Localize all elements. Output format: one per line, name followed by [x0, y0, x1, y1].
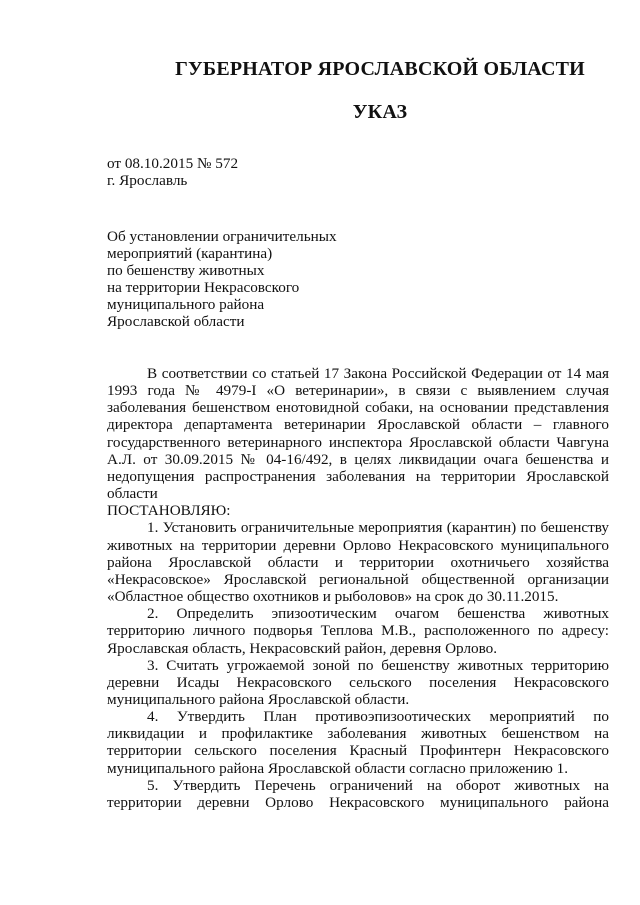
- subject-line: Ярославской области: [107, 313, 245, 330]
- decree-item-5: 5. Утвердить Перечень ограничений на оборот животных на территории деревни Орлово Некрасовского муниципального района: [107, 776, 609, 811]
- subject-line: муниципального района: [107, 296, 265, 313]
- city: г. Ярославль: [107, 172, 188, 189]
- date-number: от 08.10.2015 № 572: [107, 155, 239, 172]
- subject-line: Об установлении ограничительных: [107, 228, 337, 245]
- authority-heading: ГУБЕРНАТОР ЯРОСЛАВСКОЙ ОБЛАСТИ: [175, 58, 585, 80]
- document-type-heading: УКАЗ: [352, 101, 408, 123]
- subject-line: по бешенству животных: [107, 262, 265, 279]
- decree-item-1: 1. Установить ограничительные мероприятия (карантин) по бешенству животных на территории деревни Орлово Некрасовского муниципального района Ярославской области и территории охотничьего хозяйства «Некрасовское» Ярославской региональной общественной организации «Областное общество охотников и рыболовов» на срок до 30.11.2015.: [107, 519, 609, 606]
- decree-item-2: 2. Определить эпизоотическим очагом бешенства животных территорию личного подворья Теплова М.В., расположенного по адресу: Ярославская область, Некрасовский район, деревня Орлово.: [107, 605, 609, 657]
- decree-item-3: 3. Считать угрожаемой зоной по бешенству животных территорию деревни Исады Некрасовского сельского поселения Некрасовского муниципального района Ярославской области.: [107, 656, 609, 708]
- subject-line: мероприятий (карантина): [107, 245, 273, 262]
- decree-body: [107, 365, 609, 811]
- decree-item-4: 4. Утвердить План противоэпизоотических мероприятий по ликвидации и профилактике заболевания животных бешенством на территории сельского поселения Красный Профинтерн Некрасовского муниципального района Ярославской области согласно приложению 1.: [107, 708, 609, 777]
- preamble-paragraph: В соответствии со статьей 17 Закона Российской Федерации от 14 мая 1993 года № 4979-I «О ветеринарии», в связи с выявлением случая заболевания бешенством енотовидной собаки, на основании представления директора департамента ветеринарии Ярославской области – главного государственного ветеринарного инспектора Ярославской области Чавгуна А.Л. от 30.09.2015 № 04-16/492, в целях ликвидации очага бешенства и недопущения распространения заболевания на территории Ярославской области: [107, 365, 609, 503]
- subject-line: на территории Некрасовского: [107, 279, 300, 296]
- decree-word: ПОСТАНОВЛЯЮ:: [107, 502, 231, 520]
